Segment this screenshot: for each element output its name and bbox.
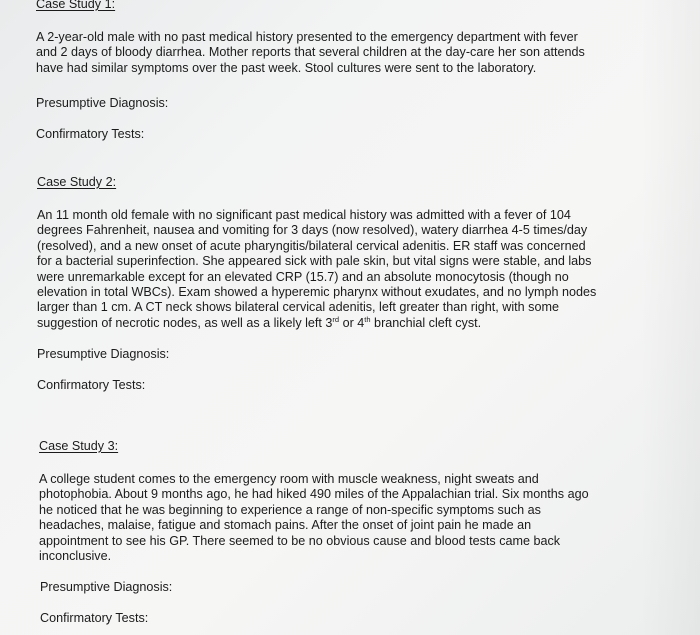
case3-heading: Case Study 3: bbox=[39, 439, 119, 453]
case3-confirmatory-label: Confirmatory Tests: bbox=[40, 611, 149, 625]
case2-line: were unremarkable except for an elevated CRP (15.7) and an absolute monocytosis (though no bbox=[37, 269, 569, 284]
case1-line: have had similar symptoms over the past week. Stool cultures were sent to the laboratory. bbox=[36, 60, 537, 75]
case3-line: headaches, malaise, fatigue and stomach pains. After the onset of joint pain he made an bbox=[39, 518, 532, 533]
case1-presumptive-label: Presumptive Diagnosis: bbox=[36, 96, 169, 110]
case2-confirmatory-label: Confirmatory Tests: bbox=[37, 378, 146, 392]
case3-line: inconclusive. bbox=[39, 549, 112, 564]
case2-line: larger than 1 cm. A CT neck shows bilateral cervical adenitis, left greater than right, with some bbox=[37, 300, 559, 315]
paper-shadow bbox=[640, 0, 700, 635]
case2-paragraph bbox=[37, 208, 596, 331]
case2-last-line bbox=[37, 316, 596, 331]
case2-line: elevation in total WBCs). Exam showed a hyperemic pharynx without exudates, and no lymph nodes bbox=[37, 285, 597, 300]
case2-presumptive-label: Presumptive Diagnosis: bbox=[37, 347, 170, 361]
case2-line: An 11 month old female with no significant past medical history was admitted with a fever of 104 bbox=[37, 208, 571, 222]
case1-line: A 2-year-old male with no past medical history presented to the emergency department with fever bbox=[36, 30, 578, 44]
case3-line: appointment to see his GP. There seemed to be no obvious cause and blood tests came back bbox=[39, 533, 561, 548]
case3-line: he noticed that he was beginning to experience a range of non-specific symptoms such as bbox=[39, 502, 541, 517]
case2-last-line-c: branchial cleft cyst. bbox=[370, 315, 482, 330]
superscript-th: th bbox=[364, 314, 371, 324]
case3-line: A college student comes to the emergency room with muscle weakness, night sweats and bbox=[39, 472, 539, 486]
case2-heading: Case Study 2: bbox=[37, 175, 117, 189]
case2-line: degrees Fahrenheit, nausea and vomiting for 3 days (now resolved), watery diarrhea 4-5 times/day bbox=[37, 223, 588, 238]
superscript-rd: rd bbox=[332, 314, 340, 324]
case2-line: for a bacterial superinfection. She appeared sick with pale skin, but vital signs were stable, and labs bbox=[37, 254, 592, 269]
case1-line: and 2 days of bloody diarrhea. Mother reports that several children at the day-care her son attends bbox=[36, 45, 585, 60]
case2-last-line-b: or 4 bbox=[339, 315, 365, 330]
case3-line: photophobia. About 9 months ago, he had hiked 490 miles of the Appalachian trial. Six months ago bbox=[39, 487, 589, 502]
case2-line: (resolved), and a new onset of acute pharyngitis/bilateral cervical adenitis. ER staff was concerned bbox=[37, 238, 586, 253]
case1-heading: Case Study 1: bbox=[36, 0, 116, 11]
case1-confirmatory-label: Confirmatory Tests: bbox=[36, 127, 145, 141]
case1-paragraph bbox=[36, 30, 585, 76]
case3-paragraph bbox=[39, 472, 589, 564]
case2-last-line-a: suggestion of necrotic nodes, as well as a likely left 3 bbox=[37, 315, 333, 330]
case3-presumptive-label: Presumptive Diagnosis: bbox=[40, 580, 173, 594]
